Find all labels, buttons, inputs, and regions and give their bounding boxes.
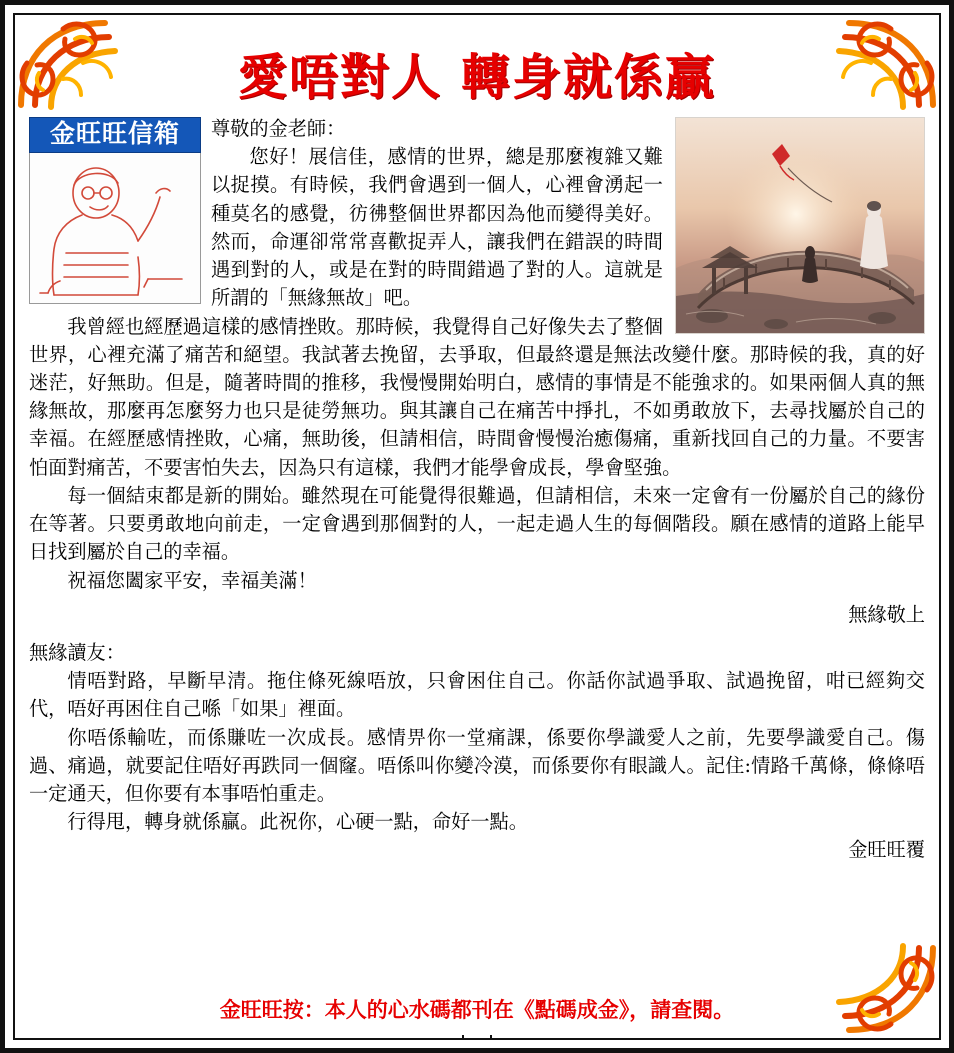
page-title: 愛唔對人 轉身就係贏	[237, 48, 717, 106]
letter-paragraph-4: 祝福您闔家平安，幸福美滿！	[67, 568, 317, 592]
letter-paragraph-2: 我曾經也經歷過這樣的感情挫敗。那時候，我覺得自己好像失去了整個世界，心裡充滿了痛苦和絕望。我試著去挽留，去爭取，但最終還是無法改變什麼。那時候的我，真的好迷茫，好無助。但是，隨著時間的推移，我慢慢開始明白，感情的事情是不能強求的。如果兩個人真的無緣無故，那麼再怎麼努力也只是徒勞無功。與其讓自己在痛苦中掙扎，不如勇敢放下，去尋找屬於自己的幸福。在經歷感情挫敗，心痛，無助後，但請相信，時間會慢慢治癒傷痛，重新找回自己的力量。不要害怕面對痛苦，不要害怕失去，因為只有這樣，我們才能學會成長，學會堅強。	[29, 314, 925, 479]
reply-paragraph-3: 行得甩，轉身就係贏。此祝你，心硬一點，命好一點。	[67, 810, 528, 834]
article-body	[29, 115, 925, 865]
ink-wash-bridge-painting	[675, 117, 925, 334]
mailbox-logo-block	[29, 117, 201, 304]
man-pointing-illustration	[29, 153, 201, 304]
page-inner-border	[13, 13, 941, 1040]
page-bottom-tab	[462, 1035, 492, 1040]
editor-note: 金旺旺按：本人的心水碼都刊在《點碼成金》，請查閱。	[219, 997, 735, 1022]
mailbox-banner-label: 金旺旺信箱	[29, 117, 201, 153]
letter-paragraph-1: 您好！展信佳，感情的世界，總是那麼複雜又難以捉摸。有時候，我們會遇到一個人，心裡會湧起一種莫名的感覺，彷彿整個世界都因為他而變得美好。然而，命運卻常常喜歡捉弄人，讓我們在錯誤的時間遇到對的人，或是在對的時間錯過了對的人。這就是所謂的「無緣無故」吧。	[211, 145, 663, 310]
letter-signature: 無緣敬上	[848, 602, 925, 626]
reply-paragraph-1: 情唔對路，早斷早清。拖住條死線唔放，只會困住自己。你話你試過爭取、試過挽留，咁已經夠交代，唔好再困住自己喺「如果」裡面。	[29, 669, 925, 721]
letter-paragraph-3: 每一個結束都是新的開始。雖然現在可能覺得很難過，但請相信，未來一定會有一份屬於自己的緣份在等著。只要勇敢地向前走，一定會遇到那個對的人，一起走過人生的每個階段。願在感情的道路上能早日找到屬於自己的幸福。	[29, 483, 925, 564]
reply-section	[29, 639, 925, 865]
reply-signature: 金旺旺覆	[848, 838, 925, 862]
reply-paragraph-2: 你唔係輸咗，而係賺咗一次成長。感情畀你一堂痛課，係要你學識愛人之前，先要學識愛自己。傷過、痛過，就要記住唔好再跌同一個窿。唔係叫你變冷漠，而係要你有眼識人。記住:情路千萬條，條條唔一定通天，但你要有本事唔怕重走。	[29, 725, 925, 806]
letter-salutation: 尊敬的金老師：	[211, 117, 346, 140]
reply-salutation: 無緣讀友：	[29, 640, 125, 664]
